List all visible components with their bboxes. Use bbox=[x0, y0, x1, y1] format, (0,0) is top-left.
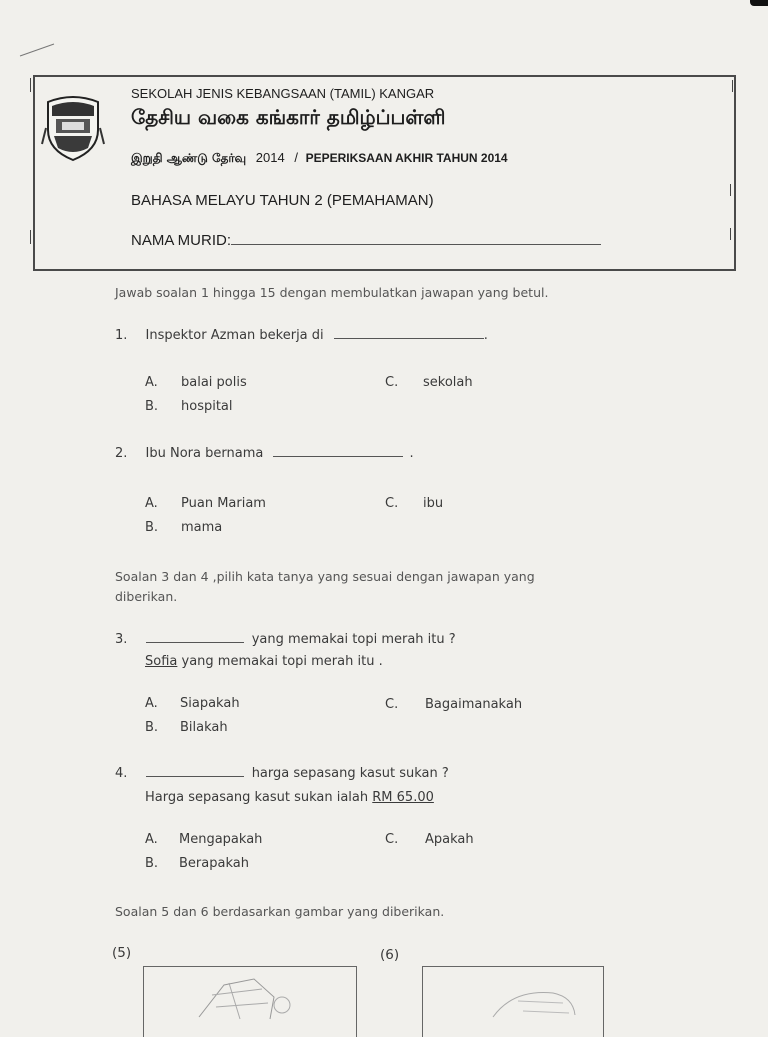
school-crest-icon bbox=[40, 92, 106, 162]
question-text: Ibu Nora bernama bbox=[145, 446, 264, 461]
option-b[interactable]: B. mama bbox=[145, 520, 223, 535]
option-c[interactable]: C. Apakah bbox=[385, 832, 474, 847]
exam-malay: PEPERIKSAAN AKHIR TAHUN 2014 bbox=[305, 151, 508, 165]
exam-year: 2014 bbox=[255, 150, 285, 165]
shoe-sketch-icon bbox=[423, 967, 603, 1027]
subject-title: BAHASA MELAYU TAHUN 2 (PEMAHAMAN) bbox=[131, 192, 434, 209]
answer-blank[interactable] bbox=[146, 776, 244, 777]
name-field[interactable] bbox=[131, 232, 601, 249]
option-a[interactable]: A. Mengapakah bbox=[145, 832, 263, 847]
option-b[interactable]: B. Bilakah bbox=[145, 720, 228, 735]
question-4 bbox=[115, 766, 449, 781]
answer-underlined: Sofia bbox=[145, 654, 178, 669]
question-1 bbox=[115, 328, 488, 343]
question-text: harga sepasang kasut sukan ? bbox=[251, 766, 449, 781]
margin-mark bbox=[730, 228, 731, 240]
question-text: Inspektor Azman bekerja di bbox=[145, 328, 324, 343]
margin-mark bbox=[732, 80, 733, 92]
instruction-2-cont: diberikan. bbox=[115, 589, 178, 604]
question-end: . bbox=[409, 446, 414, 461]
question-text: yang memakai topi merah itu ? bbox=[251, 632, 456, 647]
question-number: 3. bbox=[115, 632, 128, 647]
option-a[interactable]: A. Puan Mariam bbox=[145, 496, 266, 511]
question-6-picture bbox=[422, 966, 604, 1037]
question-end: . bbox=[483, 328, 488, 343]
school-name-tamil: தேசிய வகை கங்கார் தமிழ்ப்பள்ளி bbox=[131, 105, 446, 129]
question-2 bbox=[115, 446, 414, 461]
margin-mark bbox=[30, 78, 31, 92]
margin-mark bbox=[30, 230, 31, 244]
answer-underlined: RM 65.00 bbox=[372, 790, 434, 805]
option-b[interactable]: B. Berapakah bbox=[145, 856, 249, 871]
exam-tamil: இறுதி ஆண்டு தேர்வு bbox=[131, 151, 247, 165]
instruction-1: Jawab soalan 1 hingga 15 dengan membulatkan jawapan yang betul. bbox=[115, 285, 549, 300]
question-number: 4. bbox=[115, 766, 128, 781]
option-c[interactable]: C. Bagaimanakah bbox=[385, 697, 523, 712]
answer-text: yang memakai topi merah itu . bbox=[181, 654, 383, 669]
option-c[interactable]: C. ibu bbox=[385, 496, 444, 511]
answer-blank[interactable] bbox=[146, 642, 244, 643]
question-3-answer bbox=[145, 654, 383, 669]
margin-mark bbox=[730, 184, 731, 196]
answer-blank[interactable] bbox=[334, 338, 484, 339]
option-a[interactable]: A. balai polis bbox=[145, 375, 247, 390]
question-4-answer bbox=[145, 790, 434, 805]
name-blank[interactable] bbox=[231, 244, 601, 245]
option-b[interactable]: B. hospital bbox=[145, 399, 233, 414]
pen-mark bbox=[18, 40, 58, 60]
option-a[interactable]: A. Siapakah bbox=[145, 696, 240, 711]
answer-text: Harga sepasang kasut sukan ialah bbox=[145, 790, 369, 805]
instruction-3: Soalan 5 dan 6 berdasarkan gambar yang diberikan. bbox=[115, 904, 445, 919]
name-label: NAMA MURID: bbox=[131, 232, 232, 249]
exam-line bbox=[131, 150, 508, 167]
school-name: SEKOLAH JENIS KEBANGSAAN (TAMIL) KANGAR bbox=[131, 86, 435, 101]
option-c[interactable]: C. sekolah bbox=[385, 375, 473, 390]
hat-sketch-icon bbox=[144, 967, 356, 1027]
instruction-2: Soalan 3 dan 4 ,pilih kata tanya yang sesuai dengan jawapan yang bbox=[115, 569, 535, 584]
question-6-label: (6) bbox=[380, 947, 400, 963]
question-number: 1. bbox=[115, 328, 128, 343]
question-number: 2. bbox=[115, 446, 128, 461]
question-5-picture bbox=[143, 966, 357, 1037]
question-5-label: (5) bbox=[112, 945, 132, 961]
question-3 bbox=[115, 632, 456, 647]
scan-corner-mark bbox=[750, 0, 768, 6]
answer-blank[interactable] bbox=[273, 456, 403, 457]
exam-separator: / bbox=[294, 150, 298, 165]
